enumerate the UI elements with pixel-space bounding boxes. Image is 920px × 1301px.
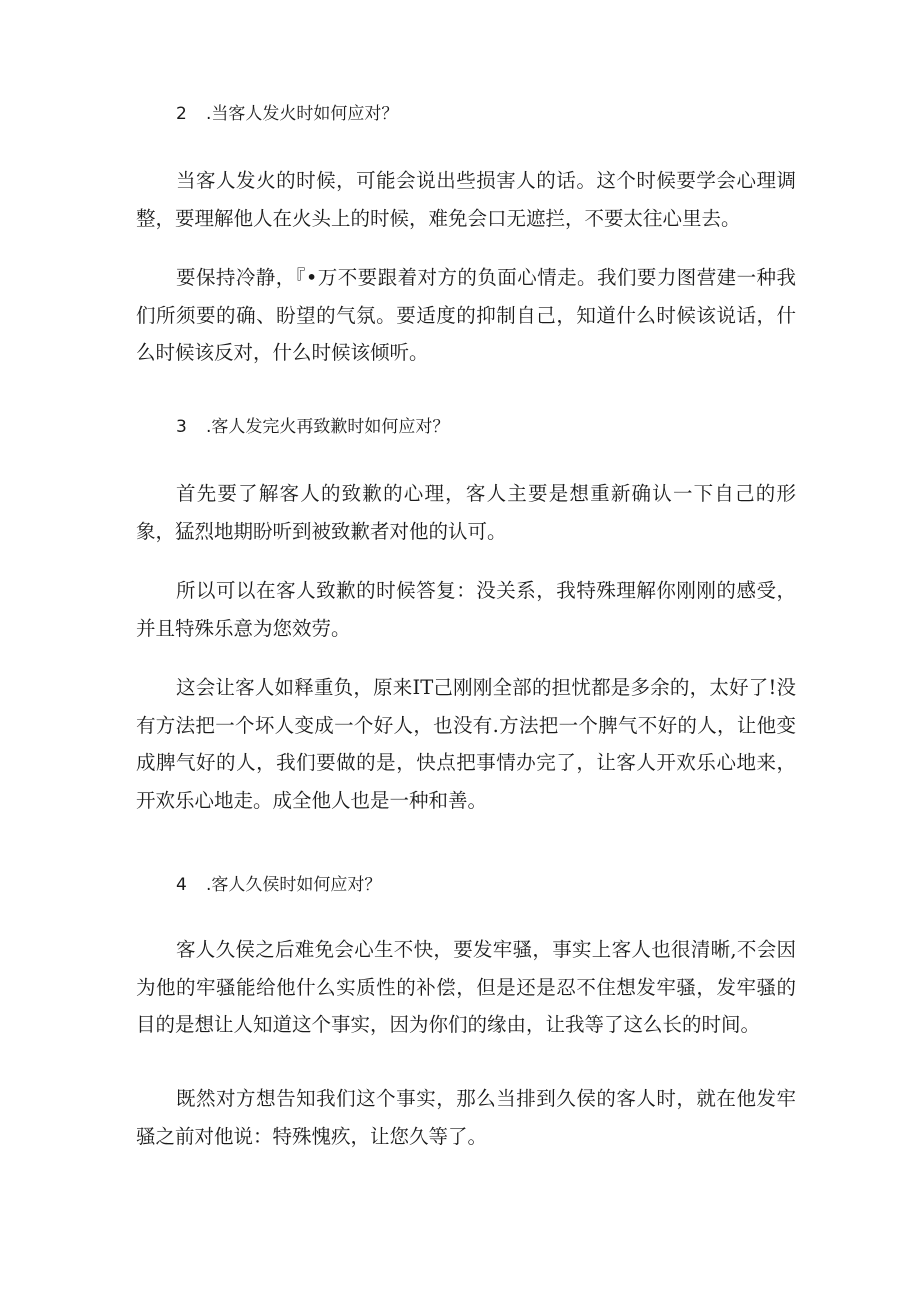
paragraph: 要保持冷静，『•万不要跟着对方的负面心情走。我们要力图营建一种我们所须要的确、盼望的气氛。要适度的抑制自己，知道什么时候该说话，什么时候该反对，什么时候该倾听。 — [136, 266, 796, 364]
heading-number: 4 — [176, 875, 187, 895]
paragraph: 既然对方想告知我们这个事实，那么当排到久侯的客人时，就在他发牢骚之前对他说：特殊愧疚，让您久等了。 — [136, 1087, 796, 1148]
paragraph: 首先要了解客人的致歉的心理，客人主要是想重新确认一下自己的形象，猛烈地期盼听到被致歉者对他的认可。 — [136, 482, 796, 543]
heading-number: 2 — [176, 104, 187, 124]
paragraph: 这会让客人如释重负，原来IT己刚刚全部的担忧都是多余的，太好了!没有方法把一个坏人变成一个好人，也没有.方法把一个脾气不好的人，让他变成脾气好的人，我们要做的是，快点把事情办完了，让客人开欢乐心地来，开欢乐心地走。成全他人也是一种和善。 — [136, 676, 796, 812]
section-heading-4 — [136, 875, 796, 895]
heading-number: 3 — [176, 417, 187, 437]
section-heading-3 — [136, 417, 796, 437]
paragraph: 当客人发火的时候，可能会说出些损害人的话。这个时候要学会心理调整，要理解他人在火头上的时候，难免会口无遮拦，不要太往心里去。 — [136, 169, 796, 230]
heading-text: .当客人发火时如何应对？ — [206, 104, 399, 124]
paragraph: 客人久侯之后难免会心生不快，要发牢骚，事实上客人也很清晰,不会因为他的牢骚能给他什么实质性的补偿，但是还是忍不住想发牢骚，发牢骚的目的是想让人知道这个事实，因为你们的缘由，让我等了这么长的时间。 — [136, 938, 796, 1036]
paragraph: 所以可以在客人致歉的时候答复：没关系，我特殊理解你刚刚的感受，并且特殊乐意为您效劳。 — [136, 579, 796, 640]
heading-text: .客人久侯时如何应对？ — [206, 875, 382, 895]
section-heading-2 — [136, 104, 796, 124]
heading-text: .客人发完火再致歉时如何应对？ — [206, 417, 450, 437]
